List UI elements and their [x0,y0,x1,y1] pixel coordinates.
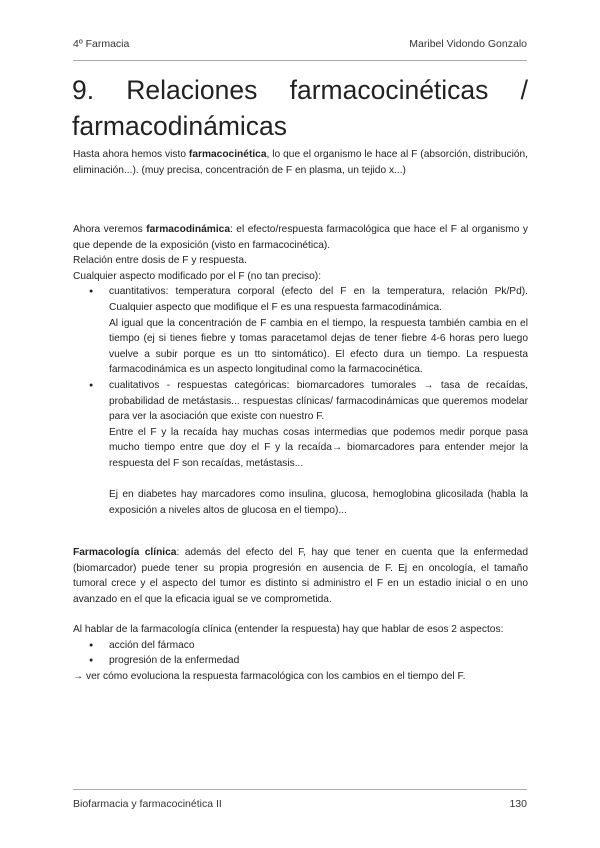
aspects-section [73,622,528,684]
bullet-text: ● cualitativos - respuestas categóricas: biomarcadores tumorales → tasa de recaídas, probabilidad de metástasis... respuestas clínicas/ farmacodinámicas que queremos modelar para ver la asociación que existe con nuestro F. [109,379,528,423]
pd-keyword: farmacodinámica [146,224,230,235]
pd-line: Relación entre dosis de F y respuesta. [73,255,247,267]
aspects-intro: Al hablar de la farmacología clínica (entender la respuesta) hay que hablar de esos 2 aspectos: [73,624,504,635]
intro-paragraph [73,147,528,178]
clinical-pharmacology-paragraph [73,545,528,607]
response-types-list [73,284,528,518]
intro-text: Hasta ahora hemos visto [73,149,189,160]
intro-text: , lo que el organismo le hace al F (absorción, distribución, eliminación...). (muy precisa, concentración de F en plasma, un tejido x...) [73,149,528,176]
title-word: Relaciones [126,75,258,105]
pharmacodynamics-section [73,222,528,518]
title-line2: farmacodinámicas [72,111,288,141]
header-author: Maribel Vidondo Gonzalo [409,38,527,50]
aspects-list [73,638,528,669]
bullet-text: ● cuantitativos: temperatura corporal (efecto del F en la temperatura, relación Pk/Pd). Cualquier aspecto que modifique el F es una respuesta farmacodinámica. [109,286,528,313]
pd-text: : el efecto/respuesta farmacológica que hace el F al organismo y que depende de la exposición (visto en farmacocinética). [73,224,528,251]
footer-divider [73,789,527,790]
title-slash: / [520,75,528,105]
list-item: ● acción del fármaco [73,638,528,654]
bullet-extra: Entre el F y la recaída hay muchas cosas intermedias que podemos medir porque pasa mucho tiempo entre que doy el F y la recaída→ biomarcadores para entender mejor la respuesta del F son recaídas, metástasis... [109,426,528,469]
bullet-extra: Al igual que la concentración de F cambia en el tiempo, la respuesta también cambia en el tiempo (ej si tienes fiebre y tomas paracetamol dejas de tener fiebre 4-6 horas pero luego vuelve a subir porque es un tto sintomático). El efecto dura un tiempo. La respuesta farmacodinámica es un aspecto longitudinal como la farmacocinética. [109,317,528,376]
page-title [72,72,528,144]
page-number: 130 [509,798,527,810]
clinical-keyword: Farmacología clínica [73,547,177,558]
header-divider [73,60,527,61]
footer-subject: Biofarmacia y farmacocinética II [73,798,222,810]
header-course: 4º Farmacia [73,38,130,50]
list-item: ● progresión de la enfermedad [73,653,528,669]
intro-keyword: farmacocinética [188,149,267,160]
pd-line: Cualquier aspecto modificado por el F (no tan preciso): [73,270,322,282]
list-item [73,378,528,518]
list-item [73,284,528,378]
title-word: farmacocinéticas [289,75,489,105]
pd-text: Ahora veremos [73,224,147,235]
title-number: 9. [72,75,95,105]
bullet-example: Ej en diabetes hay marcadores como insulina, glucosa, hemoglobina glicosilada (habla la exposición a niveles altos de glucosa en el tiempo)... [109,489,528,516]
aspects-conclusion: → ver cómo evoluciona la respuesta farmacológica con los cambios en el tiempo del F. [73,670,466,682]
clinical-text: : además del efecto del F, hay que tener en cuenta que la enfermedad (biomarcador) puede tener su propia progresión en ausencia de F. Ej en oncología, el tamaño tumoral crece y el aspecto del tumor es distinto si administro el F en un estadio inicial o en uno avanzado en el que la eficacia igual se ve comprometida. [73,547,528,605]
